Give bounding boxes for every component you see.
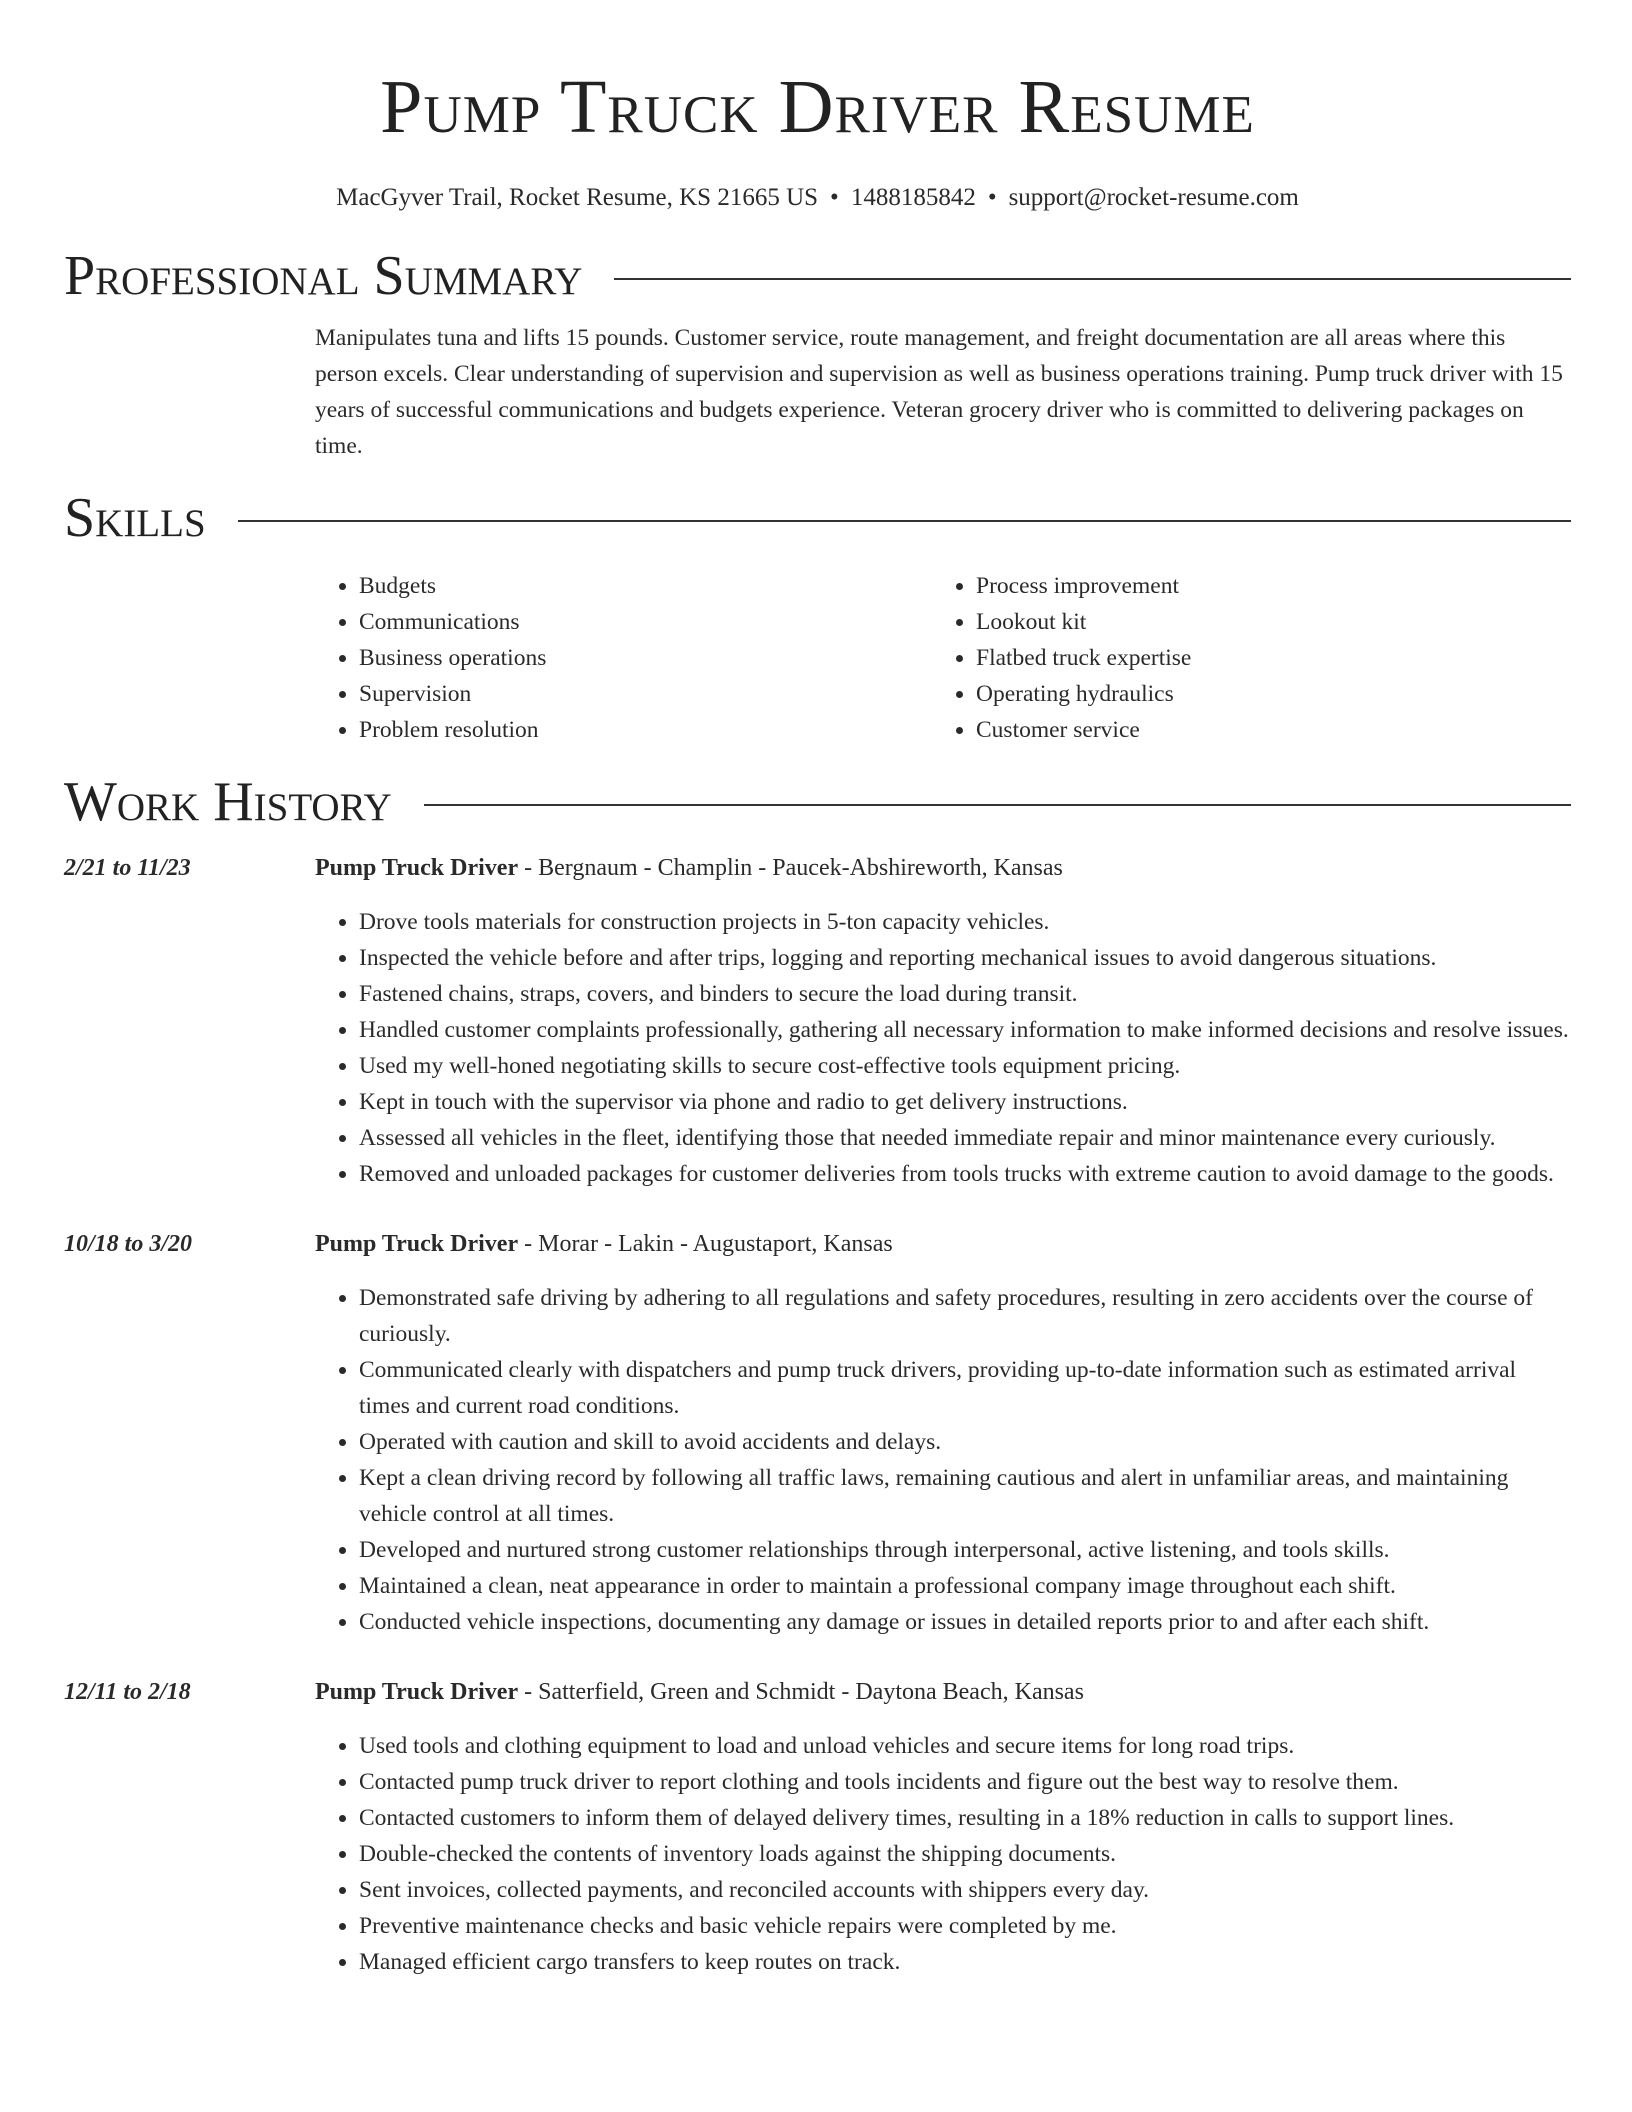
job-bullet: • Kept a clean driving record by following all traffic laws, remaining cautious and alert in unfamiliar areas, and maintaining vehicle control at all times. xyxy=(359,1460,1571,1532)
skills-list xyxy=(315,568,1571,748)
job-title: Pump Truck Driver xyxy=(315,1231,519,1257)
work-section-title: Work History xyxy=(64,771,392,833)
job-bullets xyxy=(315,1728,1571,1980)
skills-column-left xyxy=(315,568,932,748)
job-company: - Bergnaum - Champlin - Paucek-Abshireworth, Kansas xyxy=(518,855,1063,881)
job-company: - Satterfield, Green and Schmidt - Daytona Beach, Kansas xyxy=(518,1679,1084,1705)
job-company: - Morar - Lakin - Augustaport, Kansas xyxy=(518,1231,893,1257)
contact-separator: • xyxy=(987,184,997,211)
job-dates: 12/11 to 2/18 xyxy=(64,1679,191,1705)
job-entry xyxy=(64,850,1571,1192)
job-dates: 10/18 to 3/20 xyxy=(64,1231,193,1257)
job-details xyxy=(315,1226,1571,1640)
job-bullet: • Communicated clearly with dispatchers and pump truck drivers, providing up-to-date information such as estimated arrival times and current road conditions. xyxy=(359,1352,1571,1424)
job-bullet: • Kept in touch with the supervisor via phone and radio to get delivery instructions. xyxy=(359,1084,1571,1120)
job-details xyxy=(315,1674,1571,1980)
job-heading xyxy=(315,850,1571,886)
job-bullet: • Sent invoices, collected payments, and reconciled accounts with shippers every day. xyxy=(359,1872,1571,1908)
work-section-header xyxy=(64,770,1571,834)
skill-item: • Supervision xyxy=(359,676,932,712)
job-bullet: • Maintained a clean, neat appearance in order to maintain a professional company image throughout each shift. xyxy=(359,1568,1571,1604)
section-divider xyxy=(238,520,1571,522)
summary-text: Manipulates tuna and lifts 15 pounds. Customer service, route management, and freight documentation are all areas where this person excels. Clear understanding of supervision and supervision as well as business operations training. Pump truck driver with 15 years of successful communications and budgets experience. Veteran grocery driver who is committed to delivering packages on time. xyxy=(315,325,1563,459)
summary-section-title: Professional Summary xyxy=(64,245,583,307)
skill-item: • Budgets xyxy=(359,568,932,604)
job-bullet: • Drove tools materials for construction projects in 5-ton capacity vehicles. xyxy=(359,904,1571,940)
summary-section-header xyxy=(64,244,1571,308)
job-bullet: • Assessed all vehicles in the fleet, identifying those that needed immediate repair and minor maintenance every curiously. xyxy=(359,1120,1571,1156)
job-dates: 2/21 to 11/23 xyxy=(64,855,191,881)
skills-section-header xyxy=(64,486,1571,550)
contact-separator: • xyxy=(830,184,839,211)
job-bullet: • Double-checked the contents of inventory loads against the shipping documents. xyxy=(359,1836,1571,1872)
job-bullet: • Contacted customers to inform them of delayed delivery times, resulting in a 18% reduction in calls to support lines. xyxy=(359,1800,1571,1836)
job-title: Pump Truck Driver xyxy=(315,1679,519,1705)
job-entry xyxy=(64,1226,1571,1640)
job-heading xyxy=(315,1226,1571,1262)
job-bullet: • Operated with caution and skill to avoid accidents and delays. xyxy=(359,1424,1571,1460)
contact-email: support@rocket-resume.com xyxy=(1008,184,1299,211)
skills-column-right xyxy=(932,568,1549,748)
contact-line xyxy=(64,182,1571,214)
job-title: Pump Truck Driver xyxy=(315,855,519,881)
skill-item: • Customer service xyxy=(976,712,1549,748)
job-bullet: • Handled customer complaints professionally, gathering all necessary information to make informed decisions and resolve issues. xyxy=(359,1012,1571,1048)
skill-item: • Lookout kit xyxy=(976,604,1549,640)
job-bullet: • Used tools and clothing equipment to load and unload vehicles and secure items for long road trips. xyxy=(359,1728,1571,1764)
job-details xyxy=(315,850,1571,1192)
job-entry xyxy=(64,1674,1571,1980)
skill-item: • Communications xyxy=(359,604,932,640)
job-bullet: • Managed efficient cargo transfers to keep routes on track. xyxy=(359,1944,1571,1980)
contact-phone: 1488185842 xyxy=(850,184,976,211)
skills-section-title: Skills xyxy=(64,487,206,549)
job-bullet: • Used my well-honed negotiating skills to secure cost-effective tools equipment pricing. xyxy=(359,1048,1571,1084)
job-bullets xyxy=(315,904,1571,1192)
skill-item: • Flatbed truck expertise xyxy=(976,640,1549,676)
job-bullet: • Fastened chains, straps, covers, and binders to secure the load during transit. xyxy=(359,976,1571,1012)
contact-address: MacGyver Trail, Rocket Resume, KS 21665 US xyxy=(336,184,819,211)
job-bullet: • Inspected the vehicle before and after trips, logging and reporting mechanical issues to avoid dangerous situations. xyxy=(359,940,1571,976)
job-bullet: • Conducted vehicle inspections, documenting any damage or issues in detailed reports prior to and after each shift. xyxy=(359,1604,1571,1640)
job-bullet: • Preventive maintenance checks and basic vehicle repairs were completed by me. xyxy=(359,1908,1571,1944)
resume-title: Pump Truck Driver Resume xyxy=(380,65,1255,149)
skill-item: • Process improvement xyxy=(976,568,1549,604)
job-heading xyxy=(315,1674,1571,1710)
job-bullet: • Demonstrated safe driving by adhering to all regulations and safety procedures, resulting in zero accidents over the course of curiously. xyxy=(359,1280,1571,1352)
job-bullets xyxy=(315,1280,1571,1640)
section-divider xyxy=(614,278,1571,280)
skill-item: • Operating hydraulics xyxy=(976,676,1549,712)
skill-item: • Problem resolution xyxy=(359,712,932,748)
skill-item: • Business operations xyxy=(359,640,932,676)
section-divider xyxy=(424,804,1571,806)
resume-page xyxy=(64,0,1571,1980)
job-bullet: • Removed and unloaded packages for customer deliveries from tools trucks with extreme caution to avoid damage to the goods. xyxy=(359,1156,1571,1192)
job-bullet: • Contacted pump truck driver to report clothing and tools incidents and figure out the best way to resolve them. xyxy=(359,1764,1571,1800)
job-bullet: • Developed and nurtured strong customer relationships through interpersonal, active listening, and tools skills. xyxy=(359,1532,1571,1568)
